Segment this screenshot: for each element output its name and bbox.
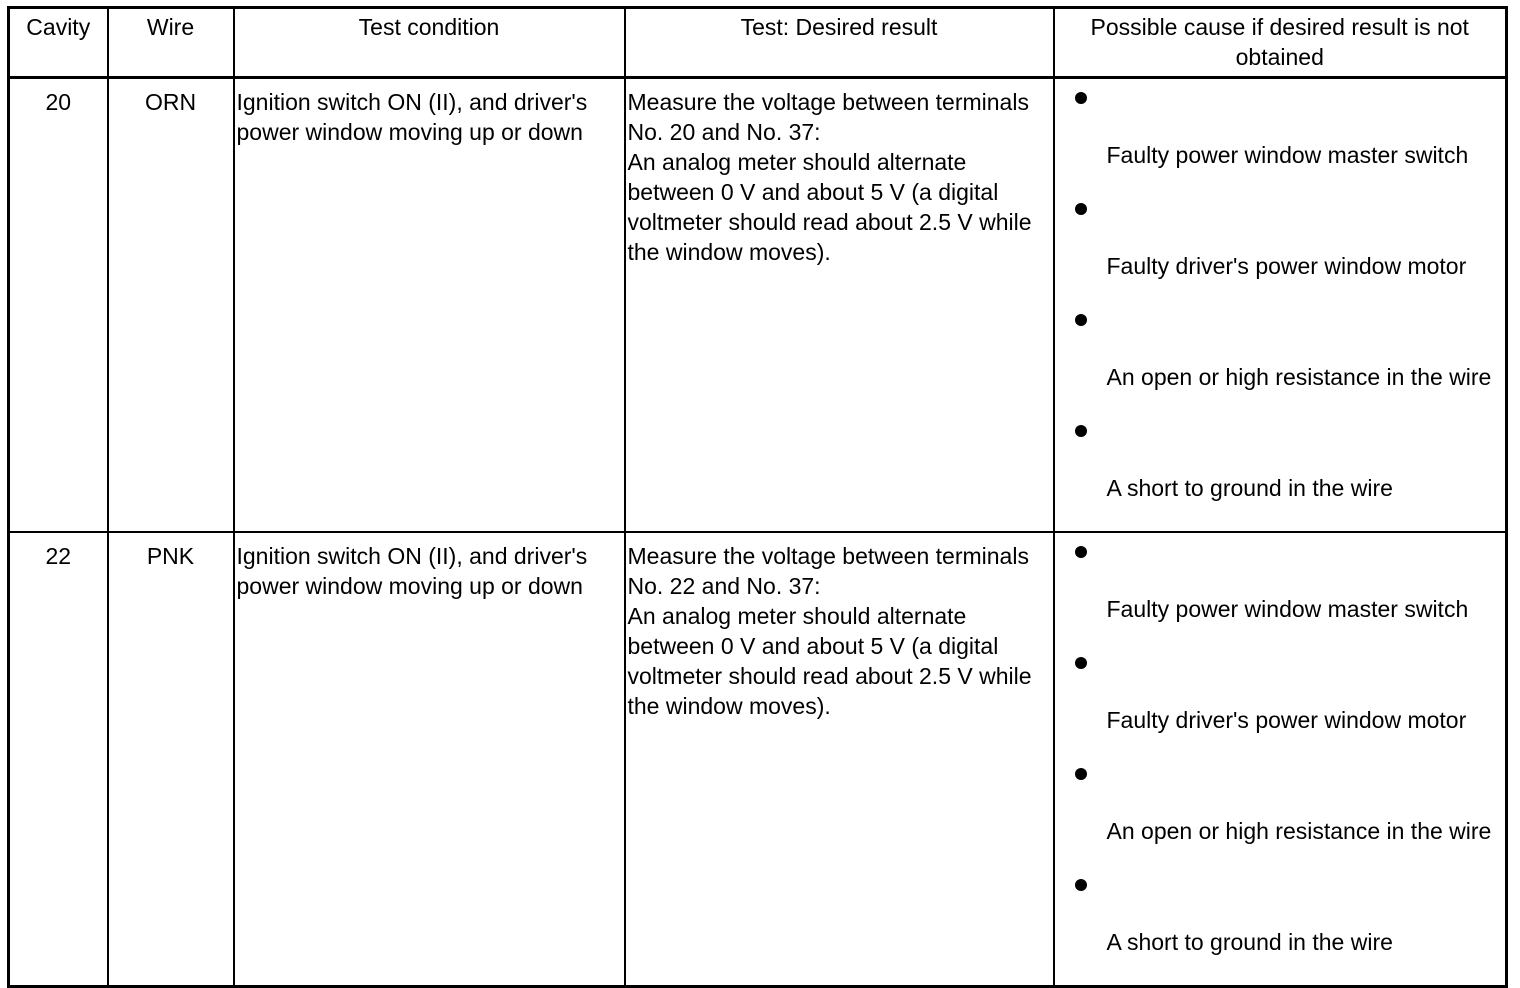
desired-result-cell: Measure the voltage between terminals No. 20 and No. 37: An analog meter should alternate between 0 V and about 5 V (a digital voltmeter should read about 2.5 V while the window moves). xyxy=(625,78,1054,533)
list-item xyxy=(1065,546,1502,652)
bullet-icon xyxy=(1075,657,1087,669)
cause-text: A short to ground in the wire xyxy=(1106,929,1393,955)
list-item xyxy=(1065,657,1502,763)
cavity-cell: 22 xyxy=(9,532,108,987)
cause-text: Faulty power window master switch xyxy=(1106,596,1469,622)
header-desired-result: Test: Desired result xyxy=(625,8,1054,78)
bullet-icon xyxy=(1075,92,1087,104)
test-condition-cell: Ignition switch ON (II), and driver's power window moving up or down xyxy=(234,532,625,987)
table-row xyxy=(9,532,1507,987)
cause-text: A short to ground in the wire xyxy=(1106,475,1393,501)
list-item xyxy=(1065,879,1502,985)
header-possible-cause: Possible cause if desired result is not obtained xyxy=(1054,8,1507,78)
cause-text: An open or high resistance in the wire xyxy=(1106,364,1492,390)
header-test-condition: Test condition xyxy=(234,8,625,78)
bullet-icon xyxy=(1075,314,1087,326)
wire-cell: ORN xyxy=(108,78,234,533)
possible-cause-cell xyxy=(1054,532,1507,987)
cause-list xyxy=(1055,79,1506,531)
bullet-icon xyxy=(1075,203,1087,215)
desired-result-cell: Measure the voltage between terminals No. 22 and No. 37: An analog meter should alternate between 0 V and about 5 V (a digital voltmeter should read about 2.5 V while the window moves). xyxy=(625,532,1054,987)
cause-text: Faulty driver's power window motor xyxy=(1106,707,1467,733)
cause-text: Faulty driver's power window motor xyxy=(1106,253,1467,279)
test-table xyxy=(7,6,1508,988)
test-condition-cell: Ignition switch ON (II), and driver's power window moving up or down xyxy=(234,78,625,533)
bullet-icon xyxy=(1075,546,1087,558)
header-cavity: Cavity xyxy=(9,8,108,78)
list-item xyxy=(1065,768,1502,874)
bullet-icon xyxy=(1075,768,1087,780)
wire-cell: PNK xyxy=(108,532,234,987)
list-item xyxy=(1065,425,1502,531)
cause-list xyxy=(1055,533,1506,985)
header-row xyxy=(9,8,1507,78)
bullet-icon xyxy=(1075,879,1087,891)
list-item xyxy=(1065,92,1502,198)
bullet-icon xyxy=(1075,425,1087,437)
cavity-cell: 20 xyxy=(9,78,108,533)
header-wire: Wire xyxy=(108,8,234,78)
cause-text: An open or high resistance in the wire xyxy=(1106,818,1492,844)
table-row xyxy=(9,78,1507,533)
list-item xyxy=(1065,203,1502,309)
possible-cause-cell xyxy=(1054,78,1507,533)
cause-text: Faulty power window master switch xyxy=(1106,142,1469,168)
list-item xyxy=(1065,314,1502,420)
